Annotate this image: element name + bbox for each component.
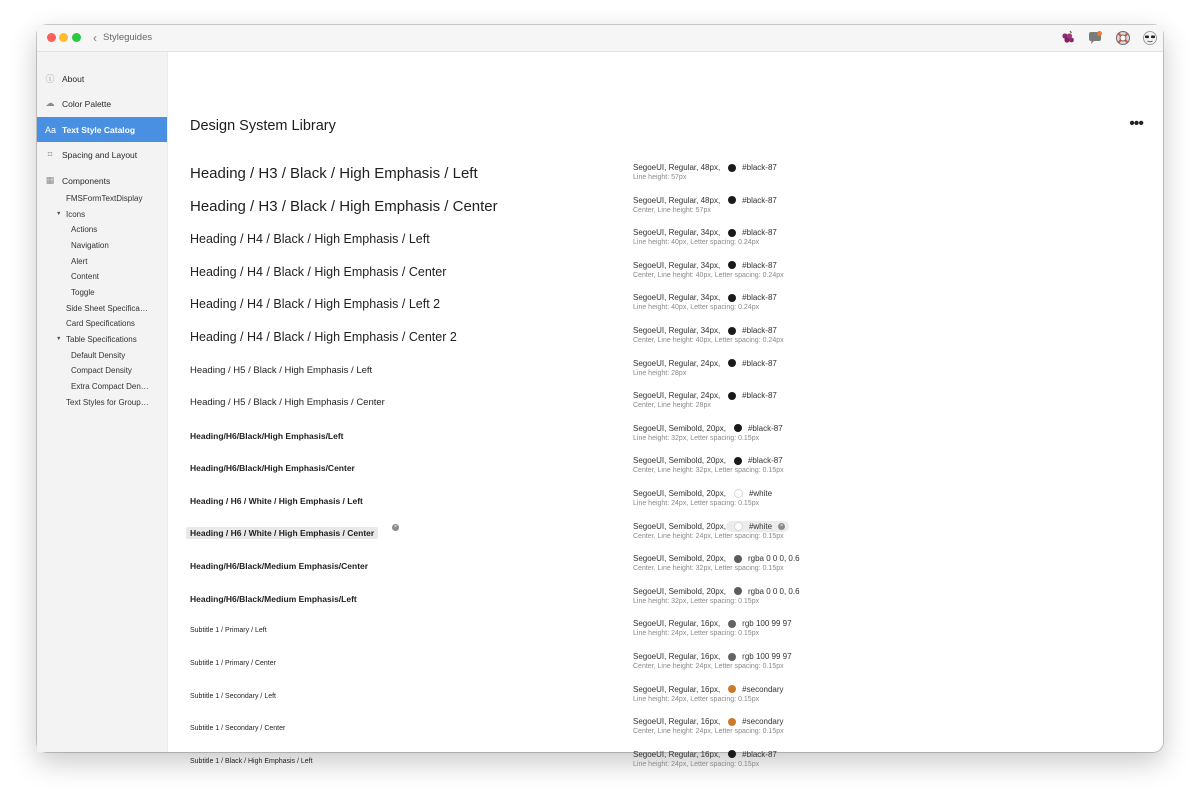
style-spec: [633, 651, 933, 672]
text-style-name[interactable]: Heading / H5 / Black / High Emphasis / Left: [190, 364, 373, 376]
color-swatch: [728, 718, 736, 726]
sidebar-sub-compact-density[interactable]: Compact Density: [71, 366, 132, 375]
color-token[interactable]: [720, 651, 791, 662]
text-style-name[interactable]: Subtitle 1 / Black / High Emphasis / Left: [190, 757, 313, 765]
text-style-row[interactable]: [168, 488, 1163, 520]
color-token[interactable]: [720, 292, 777, 303]
line-height-spec: Center, Line height: 32px, Letter spacing: 0.15px: [633, 565, 784, 573]
font-spec-text: SegoeUI, Regular, 24px,: [633, 391, 721, 401]
font-spec-text: SegoeUI, Regular, 34px,: [633, 326, 721, 335]
maximize-window-button[interactable]: [72, 33, 81, 42]
text-style-name[interactable]: Heading / H4 / Black / High Emphasis / Center: [190, 264, 447, 279]
font-spec-text: SegoeUI, Regular, 16px,: [633, 652, 721, 661]
text-style-name[interactable]: Heading / H3 / Black / High Emphasis / Left: [190, 165, 478, 182]
text-style-icon: Aa: [45, 124, 57, 135]
text-style-row[interactable]: [168, 227, 1163, 259]
line-height-spec: Center, Line height: 24px, Letter spacing: 0.15px: [633, 728, 784, 736]
text-style-name[interactable]: Heading/H6/Black/High Emphasis/Center: [190, 463, 355, 474]
color-token-name: rgb 100 99 97: [742, 619, 792, 629]
back-chevron-icon[interactable]: ‹: [93, 31, 97, 45]
font-spec-text: SegoeUI, Semibold, 20px,: [633, 554, 726, 564]
font-spec-text: SegoeUI, Regular, 48px,: [633, 163, 721, 172]
color-token-name: #black-87: [742, 293, 777, 303]
sidebar-sub-table-specifications[interactable]: Table Specifications: [66, 335, 137, 344]
sidebar-sub-navigation[interactable]: Navigation: [71, 241, 109, 250]
color-swatch: [728, 196, 736, 204]
style-spec: [633, 749, 933, 770]
text-style-row[interactable]: [168, 423, 1163, 455]
color-swatch: [728, 750, 736, 758]
sidebar-sub-content[interactable]: Content: [71, 272, 100, 281]
style-spec: [633, 455, 933, 476]
line-height-spec: Line height: 28px: [633, 369, 687, 377]
style-spec: [633, 553, 933, 574]
text-style-row[interactable]: [168, 162, 1163, 194]
chat-bubble-icon[interactable]: [1086, 29, 1104, 47]
color-token-name: #black-87: [742, 260, 777, 270]
color-token-name: rgba 0 0 0, 0.6: [747, 554, 800, 564]
color-token-name: #white: [748, 521, 773, 531]
text-style-row[interactable]: [168, 716, 1163, 748]
style-spec: [633, 325, 933, 346]
color-token-name: rgb 100 99 97: [742, 652, 792, 661]
text-style-row[interactable]: [168, 195, 1163, 227]
font-spec-text: SegoeUI, Regular, 16px,: [633, 684, 721, 694]
text-style-row[interactable]: [168, 358, 1163, 390]
color-token-name: #black-87: [742, 195, 777, 205]
title-bar: [37, 25, 1163, 52]
text-style-row[interactable]: [168, 521, 1163, 553]
text-style-name[interactable]: Heading / H3 / Black / High Emphasis / Center: [190, 197, 498, 215]
text-style-name[interactable]: Heading / H6 / White / High Emphasis / Left: [190, 496, 363, 506]
color-swatch: [728, 620, 736, 628]
style-spec: [633, 390, 933, 411]
color-token-name: #black-87: [742, 391, 777, 401]
color-token-name: #black-87: [747, 456, 783, 466]
color-swatch: [734, 424, 742, 432]
color-swatch: [734, 522, 743, 531]
line-height-spec: Line height: 32px, Letter spacing: 0.15px: [633, 434, 760, 442]
window-title: Styleguides: [103, 32, 153, 43]
color-token-name: #black-87: [747, 423, 783, 433]
expand-caret-icon[interactable]: ▼: [56, 211, 62, 217]
text-style-row[interactable]: [168, 260, 1163, 292]
sidebar-sub-side-sheet[interactable]: Side Sheet Specifica…: [66, 304, 148, 313]
line-height-spec: Line height: 24px, Letter spacing: 0.15px: [633, 500, 760, 507]
color-swatch: [734, 489, 743, 498]
color-token[interactable]: [726, 455, 783, 466]
text-style-row[interactable]: [168, 325, 1163, 357]
sidebar-item-label: About: [62, 73, 85, 84]
color-swatch: [728, 164, 736, 172]
line-height-spec: Center, Line height: 24px, Letter spacing: 0.15px: [633, 663, 784, 670]
app-window: [37, 25, 1163, 768]
line-height-spec: Line height: 57px: [633, 174, 687, 181]
line-height-spec: Line height: 24px, Letter spacing: 0.15px: [633, 630, 760, 638]
color-token[interactable]: [726, 553, 800, 564]
grapes-icon[interactable]: [1059, 29, 1077, 47]
color-token[interactable]: [720, 684, 783, 695]
font-spec-text: SegoeUI, Regular, 16px,: [633, 619, 721, 629]
color-swatch: [728, 653, 736, 661]
text-style-row[interactable]: [168, 684, 1163, 716]
font-spec-text: SegoeUI, Regular, 34px,: [633, 293, 721, 303]
style-spec: [633, 716, 933, 737]
color-token[interactable]: [726, 423, 783, 434]
color-token[interactable]: [720, 162, 777, 173]
close-window-button[interactable]: [47, 33, 56, 42]
color-token-name: #black-87: [742, 749, 777, 759]
color-token-name: #black-87: [742, 326, 777, 335]
sidebar-item-label: Text Style Catalog: [62, 124, 136, 135]
color-swatch: [728, 294, 736, 302]
style-spec: [633, 358, 933, 379]
remove-style-icon[interactable]: ×: [392, 524, 399, 531]
line-height-spec: Line height: 32px, Letter spacing: 0.15px: [633, 597, 760, 605]
minimize-window-button[interactable]: [59, 33, 68, 42]
font-spec-text: SegoeUI, Regular, 16px,: [633, 749, 721, 759]
style-spec: [633, 521, 933, 542]
sidebar-item-text-style-catalog[interactable]: [37, 117, 167, 142]
clear-color-icon[interactable]: ×: [778, 523, 785, 530]
text-style-name[interactable]: Heading / H5 / Black / High Emphasis / Center: [190, 397, 385, 409]
font-spec-text: SegoeUI, Regular, 16px,: [633, 717, 721, 727]
text-style-name[interactable]: Heading / H4 / Black / High Emphasis / Left 2: [190, 297, 441, 312]
line-height-spec: Center, Line height: 40px, Letter spacing: 0.24px: [633, 337, 784, 344]
text-style-name[interactable]: Heading/H6/Black/High Emphasis/Left: [190, 430, 344, 441]
text-style-row[interactable]: [168, 292, 1163, 324]
style-spec: [633, 488, 933, 509]
sidebar-sub-default-density[interactable]: Default Density: [71, 351, 126, 360]
text-style-name[interactable]: Heading / H4 / Black / High Emphasis / Left: [190, 232, 430, 247]
line-height-spec: Line height: 40px, Letter spacing: 0.24px: [633, 304, 760, 312]
font-spec-text: SegoeUI, Regular, 34px,: [633, 260, 721, 270]
expand-caret-icon[interactable]: ▼: [56, 336, 62, 342]
sidebar-item-label: Color Palette: [62, 98, 112, 109]
grid-icon: ⌗: [47, 149, 53, 159]
sidebar-item-label: Spacing and Layout: [62, 149, 138, 160]
sidebar-sub-card-specifications[interactable]: Card Specifications: [66, 319, 135, 328]
style-spec: [633, 227, 933, 248]
font-spec-text: SegoeUI, Regular, 34px,: [633, 228, 721, 238]
text-style-name[interactable]: Heading / H6 / White / High Emphasis / Center: [186, 527, 378, 539]
palette-icon: ☁: [45, 98, 55, 108]
line-height-spec: Center, Line height: 57px: [633, 206, 711, 214]
color-token-name: #black-87: [742, 228, 777, 238]
font-spec-text: SegoeUI, Semibold, 20px,: [633, 586, 726, 596]
style-spec: [633, 586, 933, 607]
sidebar-sub-toggle[interactable]: Toggle: [71, 288, 95, 297]
style-spec: [633, 195, 933, 216]
font-spec-text: SegoeUI, Semibold, 20px,: [633, 489, 726, 498]
text-style-row[interactable]: [168, 651, 1163, 683]
text-style-name[interactable]: Heading / H4 / Black / High Emphasis / Center 2: [190, 330, 457, 344]
sidebar-sub-extra-compact-density[interactable]: Extra Compact Den…: [71, 382, 149, 391]
sidebar: [37, 52, 168, 752]
sidebar-item-color-palette[interactable]: [37, 91, 167, 116]
color-token[interactable]: [726, 488, 772, 499]
text-style-name[interactable]: Subtitle 1 / Secondary / Left: [190, 692, 276, 700]
font-spec-text: SegoeUI, Regular, 48px,: [633, 195, 721, 205]
sidebar-item-spacing-and-layout[interactable]: [37, 142, 167, 167]
style-spec: [633, 684, 933, 705]
text-style-name[interactable]: Subtitle 1 / Primary / Left: [190, 627, 267, 635]
text-style-row[interactable]: [168, 553, 1163, 585]
color-token[interactable]: [720, 716, 783, 727]
text-style-name[interactable]: Subtitle 1 / Primary / Center: [190, 660, 276, 667]
color-token[interactable]: [720, 227, 777, 238]
sidebar-item-label: Components: [62, 175, 111, 186]
color-token[interactable]: [720, 749, 777, 760]
color-swatch: [728, 392, 736, 400]
font-spec-text: SegoeUI, Semibold, 20px,: [633, 456, 726, 466]
color-token-name: #black-87: [742, 358, 777, 368]
color-token-name: rgba 0 0 0, 0.6: [747, 586, 800, 596]
components-icon: ▦: [45, 175, 55, 185]
text-style-name[interactable]: Heading/H6/Black/Medium Emphasis/Center: [190, 561, 369, 572]
text-style-row[interactable]: [168, 749, 1163, 781]
color-swatch: [728, 261, 736, 269]
color-token-name: #secondary: [742, 684, 784, 694]
more-options-icon[interactable]: •••: [1129, 115, 1143, 132]
sidebar-item-components[interactable]: [37, 168, 167, 193]
style-spec: [633, 292, 933, 313]
main-content: [168, 52, 1163, 768]
color-token[interactable]: [720, 325, 777, 336]
font-spec-text: SegoeUI, Semibold, 20px,: [633, 521, 726, 531]
font-spec-text: SegoeUI, Regular, 24px,: [633, 358, 721, 368]
text-style-name[interactable]: Heading/H6/Black/Medium Emphasis/Left: [190, 593, 357, 604]
color-token[interactable]: [720, 618, 791, 629]
lifebuoy-icon[interactable]: [1114, 29, 1132, 47]
color-swatch: [728, 229, 736, 237]
sidebar-sub-fmsformtextdisplay[interactable]: FMSFormTextDisplay: [66, 194, 143, 203]
text-style-row[interactable]: [168, 618, 1163, 650]
color-token[interactable]: [726, 586, 800, 597]
page-title: Design System Library: [190, 118, 336, 134]
style-spec: [633, 162, 933, 183]
line-height-spec: Center, Line height: 28px: [633, 402, 711, 410]
text-style-row[interactable]: [168, 455, 1163, 487]
color-token[interactable]: [720, 358, 777, 369]
sidebar-sub-actions[interactable]: Actions: [71, 225, 98, 234]
style-spec: [633, 423, 933, 444]
color-token[interactable]: [720, 195, 777, 206]
line-height-spec: Center, Line height: 24px, Letter spacing: 0.15px: [633, 532, 784, 540]
sunglasses-face-icon[interactable]: [1141, 29, 1159, 47]
color-token[interactable]: [720, 390, 777, 401]
line-height-spec: Line height: 24px, Letter spacing: 0.15px: [633, 695, 760, 703]
font-spec-text: SegoeUI, Semibold, 20px,: [633, 423, 726, 433]
text-style-row[interactable]: [168, 390, 1163, 422]
color-swatch: [734, 457, 742, 465]
color-swatch: [728, 685, 736, 693]
color-token-name: #black-87: [742, 163, 777, 172]
style-spec: [633, 260, 933, 281]
text-style-row[interactable]: [168, 586, 1163, 618]
line-height-spec: Center, Line height: 32px, Letter spacing: 0.15px: [633, 467, 784, 475]
color-swatch: [734, 587, 742, 595]
color-swatch: [728, 359, 736, 367]
sidebar-sub-text-styles-for-group[interactable]: Text Styles for Group…: [66, 398, 149, 407]
line-height-spec: Center, Line height: 40px, Letter spacing: 0.24px: [633, 271, 784, 279]
line-height-spec: Line height: 24px, Letter spacing: 0.15px: [633, 760, 760, 768]
line-height-spec: Line height: 40px, Letter spacing: 0.24px: [633, 239, 760, 247]
color-swatch: [728, 327, 736, 335]
info-icon: ⓘ: [45, 74, 55, 84]
style-spec: [633, 618, 933, 639]
sidebar-sub-icons[interactable]: Icons: [66, 210, 86, 219]
color-token-name: #white: [748, 489, 773, 498]
sidebar-sub-alert[interactable]: Alert: [71, 257, 88, 266]
color-swatch: [734, 555, 742, 563]
color-token[interactable]: [720, 260, 777, 271]
text-style-name[interactable]: Subtitle 1 / Secondary / Center: [190, 725, 286, 733]
color-token-name: #secondary: [742, 717, 784, 727]
color-token[interactable]: [726, 521, 789, 532]
sidebar-item-about[interactable]: [37, 66, 167, 91]
